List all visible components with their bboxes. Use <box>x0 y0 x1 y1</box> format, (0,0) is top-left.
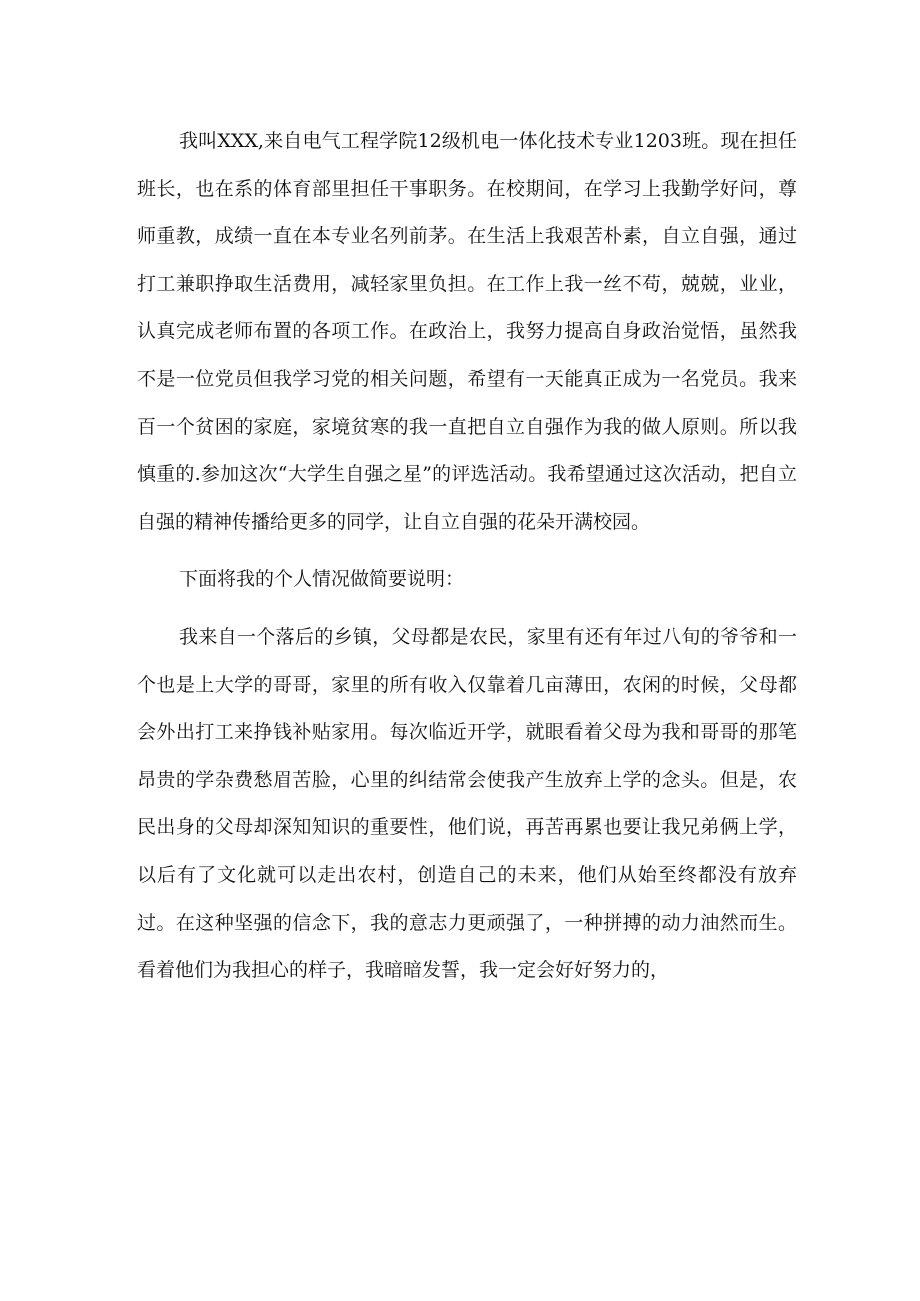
document-body <box>137 118 797 995</box>
paragraph-transition: 下面将我的个人情况做简要说明： <box>179 568 465 591</box>
paragraph-family-background: 我来自一个落后的乡镇，父母都是农民，家里有还有年过八旬的爷爷和一个也是上大学的哥哥，家里的所有收入仅靠着几亩薄田，农闲的时候，父母都会外出打工来挣钱补贴家用。每次临近开学，就眼看着父母为我和哥哥的那笔昂贵的学杂费愁眉苦脸，心里的纠结常会使我产生放弃上学的念头。但是，农民出身的父母却深知知识的重要性，他们说，再苦再累也要让我兄弟俩上学，以后有了文化就可以走出农村，创造自己的未来，他们从始至终都没有放弃过。在这种坚强的信念下，我的意志力更顽强了，一种拼搏的动力油然而生。看着他们为我担心的样子，我暗暗发誓，我一定会好好努力的， <box>137 625 797 982</box>
paragraph-introduction: 我叫XXX,来自电气工程学院12级机电一体化技术专业1203班。现在担任班长，也在系的体育部里担任干事职务。在校期间，在学习上我勤学好问，尊师重教，成绩一直在本专业名列前茅。在生活上我艰苦朴素，自立自强，通过打工兼职挣取生活费用，减轻家里负担。在工作上我一丝不苟，兢兢，业业，认真完成老师布置的各项工作。在政治上，我努力提高自身政治觉悟，虽然我不是一位党员但我学习党的相关问题，希望有一天能真正成为一名党员。我来百一个贫困的家庭，家境贫寒的我一直把自立自强作为我的做人原则。所以我慎重的.参加这次“大学生自强之星”的评选活动。我希望通过这次活动，把自立自强的精神传播给更多的同学，让自立自强的花朵开满校园。 <box>137 130 797 533</box>
